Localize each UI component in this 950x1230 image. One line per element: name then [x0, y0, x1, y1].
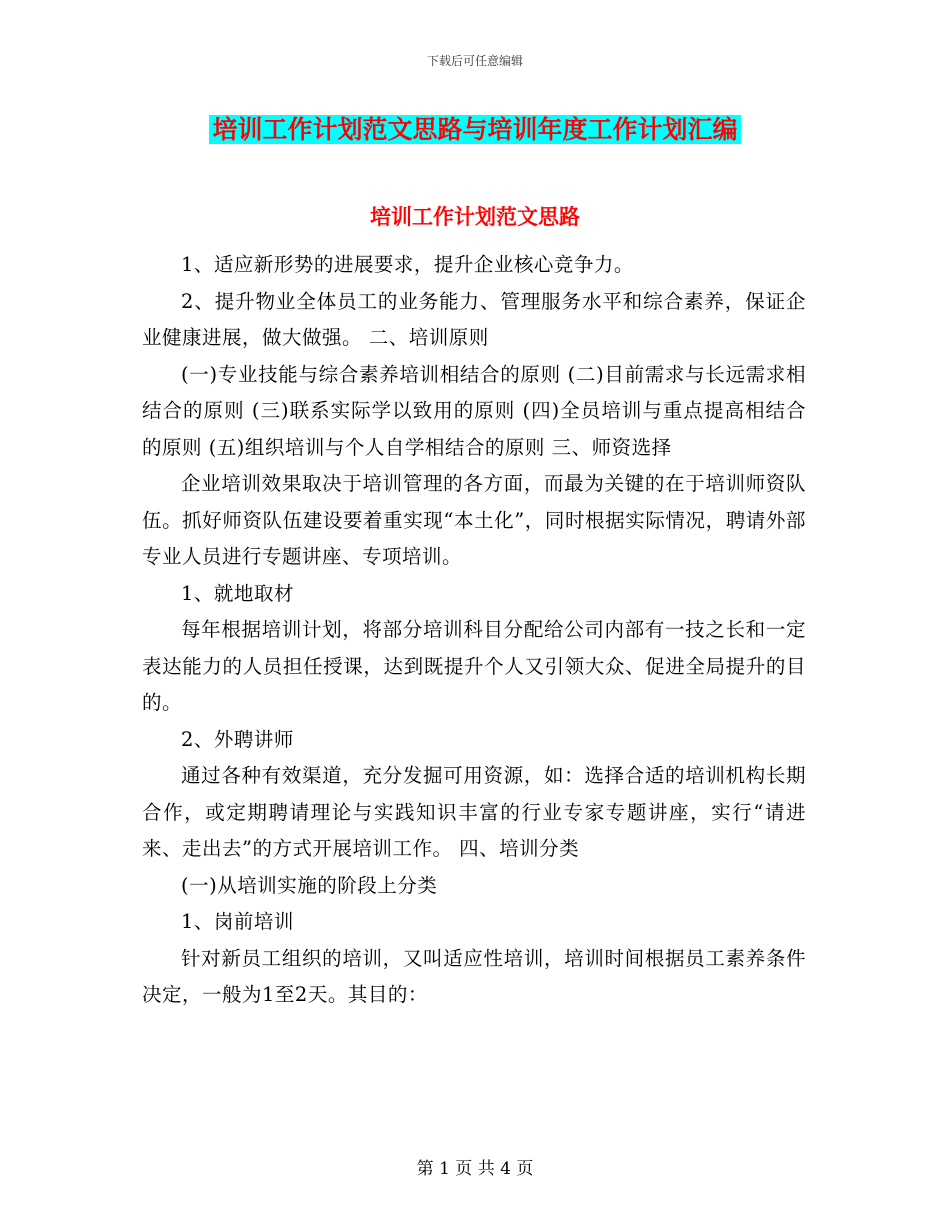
paragraph: 企业培训效果取决于培训管理的各方面，而最为关键的在于培训师资队伍。抓好师资队伍建设要着重实现“本土化”，同时根据实际情况，聘请外部专业人员进行专题讲座、专项培训。	[142, 472, 806, 568]
paragraph: 通过各种有效渠道，充分发掘可用资源，如：选择合适的培训机构长期合作，或定期聘请理论与实践知识丰富的行业专家专题讲座，实行“请进来、走出去”的方式开展培训工作。 四、培训分类	[142, 764, 806, 860]
paragraph: (一)从培训实施的阶段上分类	[181, 873, 438, 897]
document-body	[142, 247, 806, 1014]
section-heading: 培训工作计划范文思路	[370, 205, 580, 229]
paragraph: 每年根据培训计划，将部分培训科目分配给公司内部有一技之长和一定表达能力的人员担任授课，达到既提升个人又引领大众、促进全局提升的目的。	[142, 618, 806, 714]
document-title	[0, 112, 950, 148]
paragraph: (一)专业技能与综合素养培训相结合的原则 (二)目前需求与长远需求相结合的原则 (三)联系实际学以致用的原则 (四)全员培训与重点提高相结合的原则 (五)组织培训与个人自学相结合的原则 三、师资选择	[142, 362, 806, 459]
paragraph: 1、就地取材	[181, 581, 294, 605]
paragraph: 2、提升物业全体员工的业务能力、管理服务水平和综合素养，保证企业健康进展，做大做强。 二、培训原则	[142, 289, 806, 349]
paragraph: 1、岗前培训	[181, 910, 294, 933]
paragraph: 针对新员工组织的培训，又叫适应性培训，培训时间根据员工素养条件决定，一般为1至2天。其目的：	[142, 946, 806, 1006]
document-title-text: 培训工作计划范文思路与培训年度工作计划汇编	[209, 115, 740, 144]
header-note: 下载后可任意编辑	[426, 54, 523, 68]
page-footer: 第 1 页 共 4 页	[416, 1159, 534, 1179]
paragraph: 2、外聘讲师	[181, 727, 294, 751]
paragraph: 1、适应新形势的进展要求，提升企业核心竞争力。	[181, 253, 634, 276]
